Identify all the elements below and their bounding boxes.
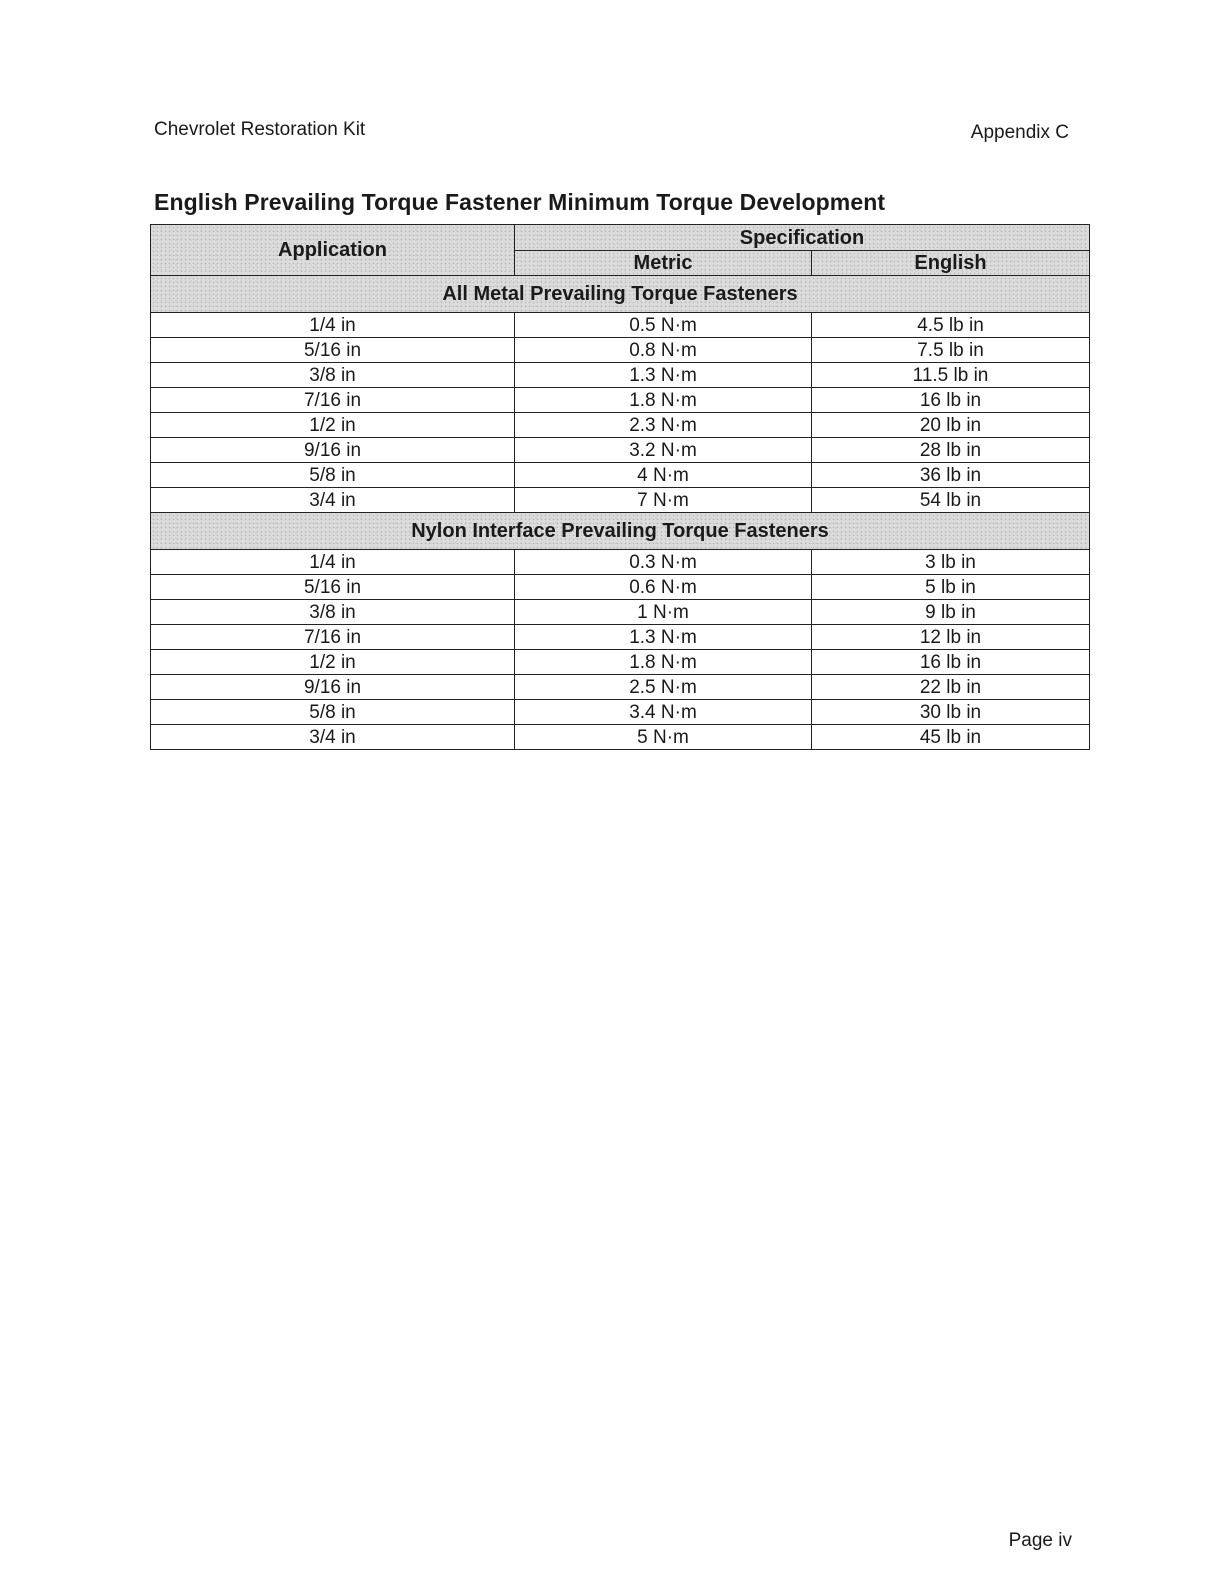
running-header-right: Appendix C (970, 122, 1069, 143)
cell-application: 1/2 in (151, 650, 515, 675)
page-title: English Prevailing Torque Fastener Minimum Torque Development (154, 189, 886, 215)
table-row (151, 463, 1090, 488)
cell-english: 9 lb in (812, 600, 1090, 625)
cell-application: 5/8 in (151, 463, 515, 488)
cell-application: 3/8 in (151, 363, 515, 388)
cell-application: 1/4 in (151, 550, 515, 575)
cell-application: 7/16 in (151, 388, 515, 413)
page-number: Page iv (1008, 1530, 1072, 1551)
column-header-english: English (812, 251, 1090, 276)
cell-english: 30 lb in (812, 700, 1090, 725)
section-heading-row (151, 276, 1090, 313)
section-heading-row (151, 513, 1090, 550)
cell-metric: 3.4 N·m (515, 700, 812, 725)
section-heading: Nylon Interface Prevailing Torque Fasteners (151, 513, 1090, 550)
cell-metric: 3.2 N·m (515, 438, 812, 463)
cell-english: 45 lb in (812, 725, 1090, 750)
cell-application: 1/4 in (151, 313, 515, 338)
cell-metric: 2.5 N·m (515, 675, 812, 700)
table-row (151, 550, 1090, 575)
cell-english: 28 lb in (812, 438, 1090, 463)
table-row (151, 575, 1090, 600)
column-header-metric: Metric (515, 251, 812, 276)
table-row (151, 675, 1090, 700)
cell-application: 5/16 in (151, 575, 515, 600)
cell-metric: 0.5 N·m (515, 313, 812, 338)
table-body (151, 276, 1090, 750)
table-row (151, 600, 1090, 625)
cell-metric: 5 N·m (515, 725, 812, 750)
cell-application: 3/8 in (151, 600, 515, 625)
cell-english: 16 lb in (812, 388, 1090, 413)
table-row (151, 438, 1090, 463)
cell-metric: 2.3 N·m (515, 413, 812, 438)
cell-metric: 1.8 N·m (515, 650, 812, 675)
section-heading: All Metal Prevailing Torque Fasteners (151, 276, 1090, 313)
cell-application: 9/16 in (151, 675, 515, 700)
torque-spec-table (150, 224, 1090, 750)
cell-metric: 1.3 N·m (515, 363, 812, 388)
cell-application: 3/4 in (151, 488, 515, 513)
table-row (151, 388, 1090, 413)
table-row (151, 363, 1090, 388)
cell-metric: 0.6 N·m (515, 575, 812, 600)
cell-english: 22 lb in (812, 675, 1090, 700)
cell-metric: 0.3 N·m (515, 550, 812, 575)
cell-english: 12 lb in (812, 625, 1090, 650)
cell-english: 5 lb in (812, 575, 1090, 600)
table-row (151, 700, 1090, 725)
cell-application: 5/8 in (151, 700, 515, 725)
cell-application: 1/2 in (151, 413, 515, 438)
cell-english: 54 lb in (812, 488, 1090, 513)
cell-metric: 1.8 N·m (515, 388, 812, 413)
cell-metric: 0.8 N·m (515, 338, 812, 363)
cell-english: 7.5 lb in (812, 338, 1090, 363)
cell-english: 36 lb in (812, 463, 1090, 488)
table-row (151, 413, 1090, 438)
cell-application: 7/16 in (151, 625, 515, 650)
cell-english: 20 lb in (812, 413, 1090, 438)
table-row (151, 650, 1090, 675)
table-row (151, 313, 1090, 338)
cell-english: 4.5 lb in (812, 313, 1090, 338)
column-header-application: Application (151, 225, 515, 276)
table-row (151, 488, 1090, 513)
cell-english: 3 lb in (812, 550, 1090, 575)
table-row (151, 338, 1090, 363)
cell-metric: 1.3 N·m (515, 625, 812, 650)
running-header-left: Chevrolet Restoration Kit (154, 119, 366, 140)
table-header-row (151, 225, 1090, 251)
table-row (151, 725, 1090, 750)
cell-application: 9/16 in (151, 438, 515, 463)
column-header-specification: Specification (515, 225, 1090, 251)
cell-metric: 1 N·m (515, 600, 812, 625)
cell-english: 11.5 lb in (812, 363, 1090, 388)
table-row (151, 625, 1090, 650)
cell-metric: 7 N·m (515, 488, 812, 513)
cell-application: 3/4 in (151, 725, 515, 750)
cell-application: 5/16 in (151, 338, 515, 363)
cell-english: 16 lb in (812, 650, 1090, 675)
cell-metric: 4 N·m (515, 463, 812, 488)
